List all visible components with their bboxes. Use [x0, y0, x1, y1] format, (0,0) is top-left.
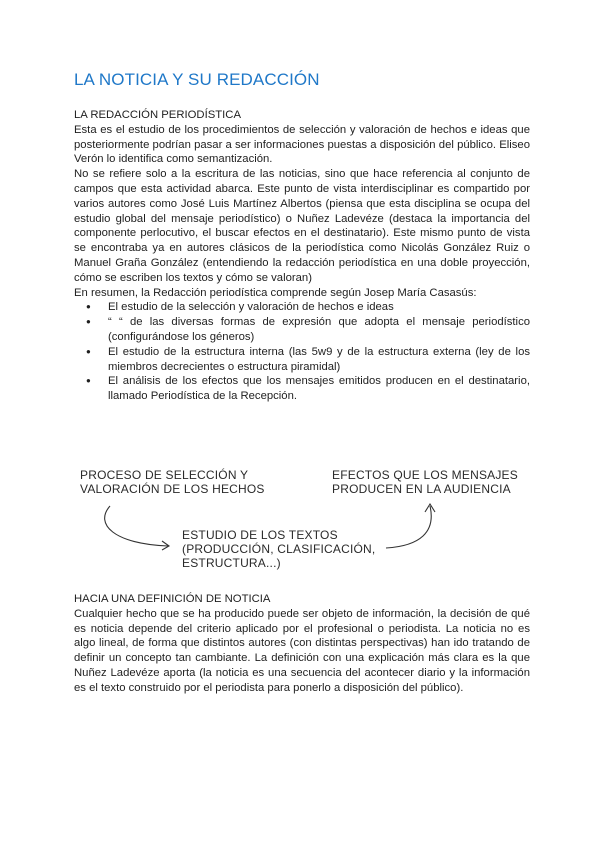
- diagram-center-label: [182, 528, 375, 570]
- diagram-left-line2: VALORACIÓN DE LOS HECHOS: [80, 482, 265, 496]
- diagram-left-label: [80, 468, 265, 496]
- paragraph: Esta es el estudio de los procedimientos de selección y valoración de hechos e ideas que posteriormente podrían pasar a ser informaciones puestas a disposición del público. Eliseo Verón lo identifica como semantización.: [74, 123, 530, 166]
- paragraph: No se refiere solo a la escritura de las noticias, sino que hace referencia al conjunto de campos que esta actividad abarca. Este punto de vista interdisciplinar es compartido por varios autores como José Luis Martínez Albertos (piensa que esta disciplina se ocupa del estudio global del mensaje periodístico) o Nuñez Ladevéze (destaca la importancia del componente perlocutivo, el buscar efectos en el destinatario). Este mismo punto de vista se encontraba ya en autores clásicos de la periodística como Nicolás González Ruiz o Manuel Graña González (entendiendo la redacción periodística en una doble proyección, cómo se escriben los textos y cómo se valoran): [74, 168, 530, 284]
- section-heading: LA REDACCIÓN PERIODÍSTICA: [74, 109, 241, 121]
- section-definicion-noticia: [74, 592, 530, 696]
- diagram-center-line3: ESTRUCTURA...): [182, 556, 281, 570]
- section-redaccion-periodistica: [74, 108, 530, 404]
- diagram-left-line1: PROCESO DE SELECCIÓN Y: [80, 468, 249, 482]
- list-item: ● El estudio de la estructura interna (las 5w9 y de la estructura externa (ley de los miembros decrecientes o estructura piramidal): [108, 345, 530, 375]
- diagram-center-line1: ESTUDIO DE LOS TEXTOS: [182, 528, 338, 542]
- diagram-right-line1: EFECTOS QUE LOS MENSAJES: [332, 468, 518, 482]
- list-item: ● El estudio de la selección y valoración de hechos e ideas: [108, 300, 530, 315]
- paragraph: Cualquier hecho que se ha producido puede ser objeto de información, la decisión de qué es noticia depende del criterio aplicado por el profesional o periodista. La noticia no es algo lineal, de forma que distintos autores (con distintas perspectivas) han ido tratando de definir un concepto tan cambiante. La definición con una explicación más clara es la que Nuñez Ladevéze aporta (la noticia es una secuencia del acontecer diario y la información es el texto construido por el periodista para ponerlo a disposición del público).: [74, 607, 530, 694]
- right-arrow: [386, 506, 431, 548]
- left-arrow: [105, 506, 168, 546]
- bullet-list: [74, 300, 530, 404]
- diagram-center-line2: (PRODUCCIÓN, CLASIFICACIÓN,: [182, 542, 376, 556]
- section-heading: HACIA UNA DEFINICIÓN DE NOTICIA: [74, 593, 271, 605]
- process-diagram: [74, 462, 534, 580]
- list-item: ● “ “ de las diversas formas de expresión que adopta el mensaje periodístico (configurándose los géneros): [108, 315, 530, 345]
- page-title: LA NOTICIA Y SU REDACCIÓN: [74, 70, 320, 89]
- paragraph: En resumen, la Redacción periodística comprende según Josep María Casasús:: [74, 286, 477, 299]
- diagram-right-line2: PRODUCEN EN LA AUDIENCIA: [332, 482, 511, 496]
- diagram-right-label: [332, 468, 518, 496]
- list-item: ● El análisis de los efectos que los mensajes emitidos producen en el destinatario, llamado Periodística de la Recepción.: [108, 374, 530, 404]
